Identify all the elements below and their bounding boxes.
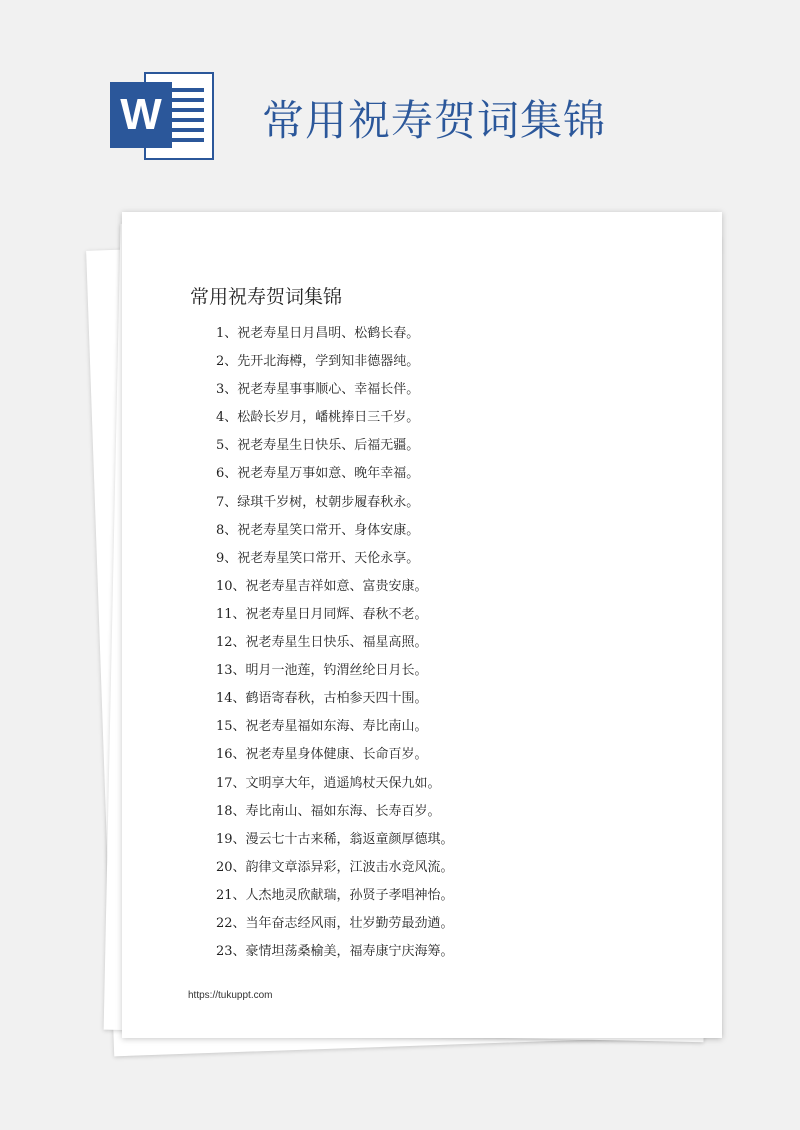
list-item: 5、祝老寿星生日快乐、后福无疆。: [216, 438, 420, 454]
header-title: 常用祝寿贺词集锦: [262, 96, 607, 145]
document-page: [122, 212, 722, 1038]
word-icon: [110, 72, 214, 160]
list-item: 22、当年奋志经风雨，壮岁勤劳最劲遒。: [216, 915, 454, 931]
list-item: 13、明月一池莲，钓渭丝纶日月长。: [216, 663, 428, 679]
footer-url[interactable]: https://tukuppt.com: [188, 990, 273, 1001]
list-item: 4、松龄长岁月，嶓桃捧日三千岁。: [216, 410, 420, 426]
blessing-list: [216, 320, 454, 966]
list-item: 20、韵律文章添异彩，江波击水竞风流。: [216, 859, 454, 875]
list-item: 14、鹤语寄春秋，古柏参天四十围。: [216, 691, 428, 707]
list-item: 15、祝老寿星福如东海、寿比南山。: [216, 719, 428, 735]
list-item: 23、豪情坦荡桑榆美，福寿康宁庆海筹。: [216, 944, 454, 960]
list-item: 3、祝老寿星事事顺心、幸福长伴。: [216, 382, 420, 398]
list-item: 12、祝老寿星生日快乐、福星高照。: [216, 635, 428, 651]
list-item: 2、先开北海樽，学到知非德器纯。: [216, 354, 420, 370]
list-item: 7、绿琪千岁树，杖朝步履春秋永。: [216, 494, 420, 510]
list-item: 1、祝老寿星日月昌明、松鹤长春。: [216, 326, 420, 341]
list-item: 16、祝老寿星身体健康、长命百岁。: [216, 747, 428, 763]
list-item: 6、祝老寿星万事如意、晚年幸福。: [216, 466, 420, 482]
word-letter-badge: W: [110, 82, 172, 148]
list-item: 8、祝老寿星笑口常开、身体安康。: [216, 522, 420, 538]
list-item: 19、漫云七十古来稀，翁返童颜厚德琪。: [216, 831, 454, 847]
list-item: 11、祝老寿星日月同辉、春秋不老。: [216, 606, 428, 622]
list-item: 17、文明享大年，逍遥鸠杖天保九如。: [216, 775, 441, 791]
list-item: 18、寿比南山、福如东海、长寿百岁。: [216, 803, 441, 819]
list-item: 9、祝老寿星笑口常开、天伦永享。: [216, 550, 420, 566]
list-item: 10、祝老寿星吉祥如意、富贵安康。: [216, 578, 428, 594]
document-title: 常用祝寿贺词集锦: [190, 286, 343, 308]
list-item: 21、人杰地灵欣献瑞，孙贤子孝唱神怡。: [216, 887, 454, 903]
